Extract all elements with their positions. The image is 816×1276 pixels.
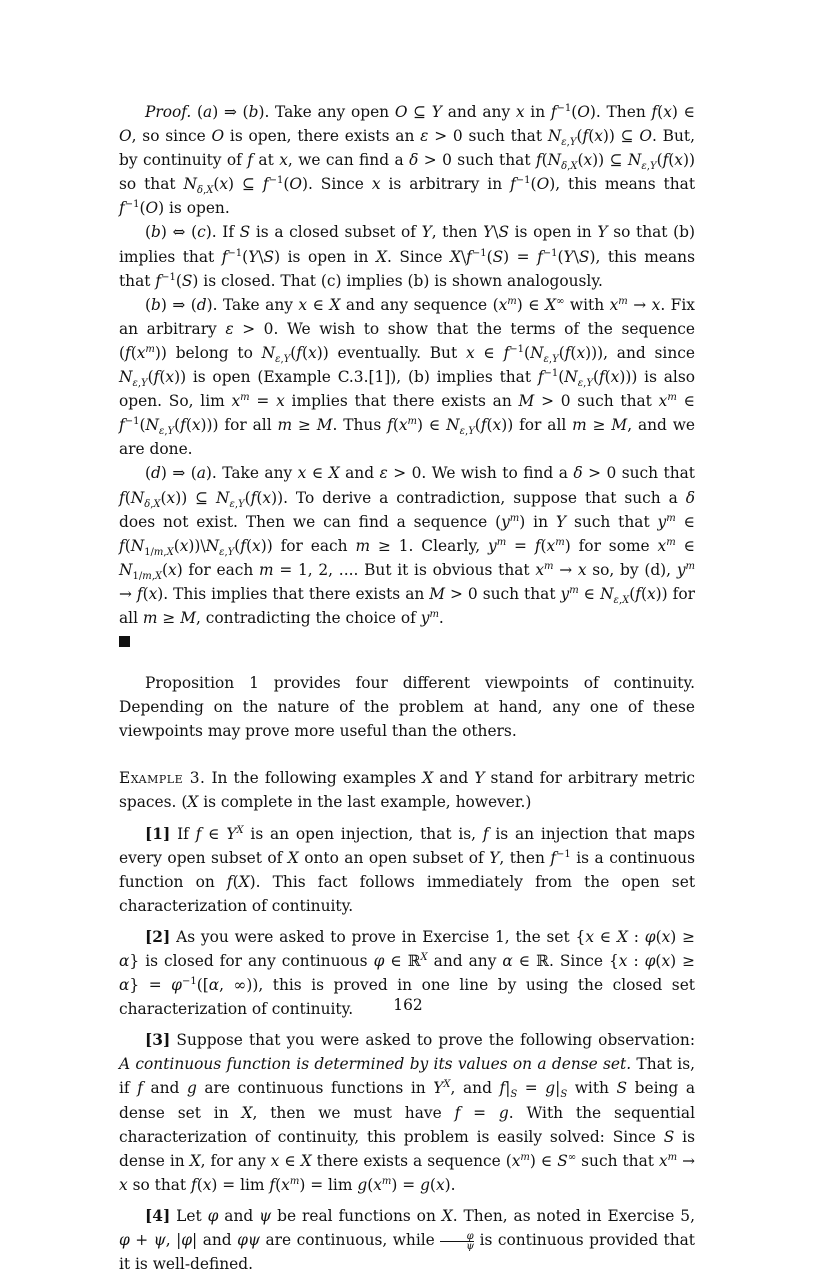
proof-paragraph-4: (d) ⇒ (a). Take any x ∈ X and ε > 0. We wish to find a δ > 0 such that $f(N_{\delta,X}(x))$ ⊆ $N_{\varepsilon,Y}(f(x))$. To derive a contradiction, suppose that such a δ does not exist. Then we can find a sequence $(y^m)$ in Y such that $y^m$ ∈ $f(N_{1/m,X}(x))\backslash N_{\varepsilon,Y}(f(x))$ for each m ≥ 1. Clearly, $y^m = f(x^m)$ for some $x^m$ ∈ $N_{1/m,X}(x)$ for each m = 1, 2, .... But it is obvious that $x^m \to x$ so, by (d), $y^m \to f(x)$. This implies that there exists an M > 0 such that $y^m$ ∈ $N_{\varepsilon,X}(f(x))$ for all m ≥ M, contradicting the choice of $y^m$.	[119, 464, 695, 627]
proof-paragraph-3: (b) ⇒ (d). Take any x ∈ X and any sequence $(x^m)$ ∈ X∞ with $x^m \to x$. Fix an arbitrary ε > 0. We wish to show that the terms of the sequence $(f(x^m))$ belong to $N_{\varepsilon,Y}(f(x))$ eventually. But x ∈ $f^{-1}(N_{\varepsilon,Y}(f(x)))$, and since $N_{\varepsilon,Y}(f(x))$ is open (Example C.3.[1]), (b) implies that $f^{-1}(N_{\varepsilon,Y}(f(x)))$ is also open. So, $\lim x^m = x$ implies that there exists an M > 0 such that $x^m$ ∈ $f^{-1}(N_{\varepsilon,Y}(f(x)))$ for all m ≥ M. Thus $f(x^m)$ ∈ $N_{\varepsilon,Y}(f(x))$ for all m ≥ M, and we are done.	[119, 295, 696, 459]
example-item-4: [4] Let φ and ψ be real functions on X. Then, as noted in Exercise 5, φ + ψ, |φ| and φψ are continuous, while $\frac{\varphi}{\psi}$ is continuous provided that it is well-defined.	[119, 1206, 695, 1274]
example-item-3: [3] Suppose that you were asked to prove the following observation: A continuous function is determined by its values on a dense set. That is, if f and g are continuous functions in $Y^X$, and $f|_S = g|_S$ with S being a dense set in X, then we must have f = g. With the sequential characterization of continuity, this problem is easily solved: Since S is dense in X, for any x ∈ X there exists a sequence $(x^m)$ ∈ S∞ such that $x^m \to x$ so that $f(x) = \lim f(x^m) = \lim g(x^m) = g(x)$.	[119, 1031, 696, 1194]
remark-paragraph: Proposition 1 provides four different viewpoints of continuity. Depending on the nature of the problem at hand, any one of these viewpoints may prove more useful than the others.	[119, 674, 695, 741]
proof-paragraph-2: (b) ⇔ (c). If S is a closed subset of Y, then Y\S is open in Y so that (b) implies that $f^{-1}(Y\backslash S)$ is open in X. Since $X\backslash f^{-1}(S)$ = $f^{-1}(Y\backslash S)$, this means that $f^{-1}(S)$ is closed. That (c) implies (b) is shown analogously.	[119, 223, 695, 290]
qed-square-icon	[119, 636, 130, 647]
page-number: 162	[393, 996, 423, 1014]
example-item-1: [1] If f ∈ $Y^X$ is an open injection, that is, f is an injection that maps every open subset of X onto an open subset of Y, then $f^{-1}$ is a continuous function on f(X). This fact follows immediately from the open set characterization of continuity.	[119, 824, 696, 915]
example-intro: Example 3. In the following examples X and Y stand for arbitrary metric spaces. (X is complete in the last example, however.)	[119, 769, 695, 812]
page-body	[119, 100, 695, 1276]
example-label: Example 3.	[119, 769, 206, 788]
example-item-2: [2] As you were asked to prove in Exercise 1, the set {x ∈ X : φ(x) ≥ α} is closed for any continuous φ ∈ ℝ$^X$ and any α ∈ ℝ. Since {x : $\varphi(x) \ge \alpha\} = \varphi^{-1}([\alpha$, ∞)), this is proved in one line by using the closed set characterization of continuity.	[119, 927, 696, 1019]
proof-paragraph-1: Proof. (a) ⇒ (b). Take any open O ⊆ Y and any x in $f^{-1}(O)$. Then f(x) ∈ O, so since O is open, there exists an ε > 0 such that $N_{\varepsilon,Y}(f(x))$ ⊆ O. But, by continuity of f at x, we can find a δ > 0 such that $f(N_{\delta,X}(x))$ ⊆ $N_{\varepsilon,Y}(f(x))$ so that $N_{\delta,X}(x)$ ⊆ $f^{-1}(O)$. Since x is arbitrary in $f^{-1}(O)$, this means that $f^{-1}(O)$ is open.	[119, 102, 695, 218]
